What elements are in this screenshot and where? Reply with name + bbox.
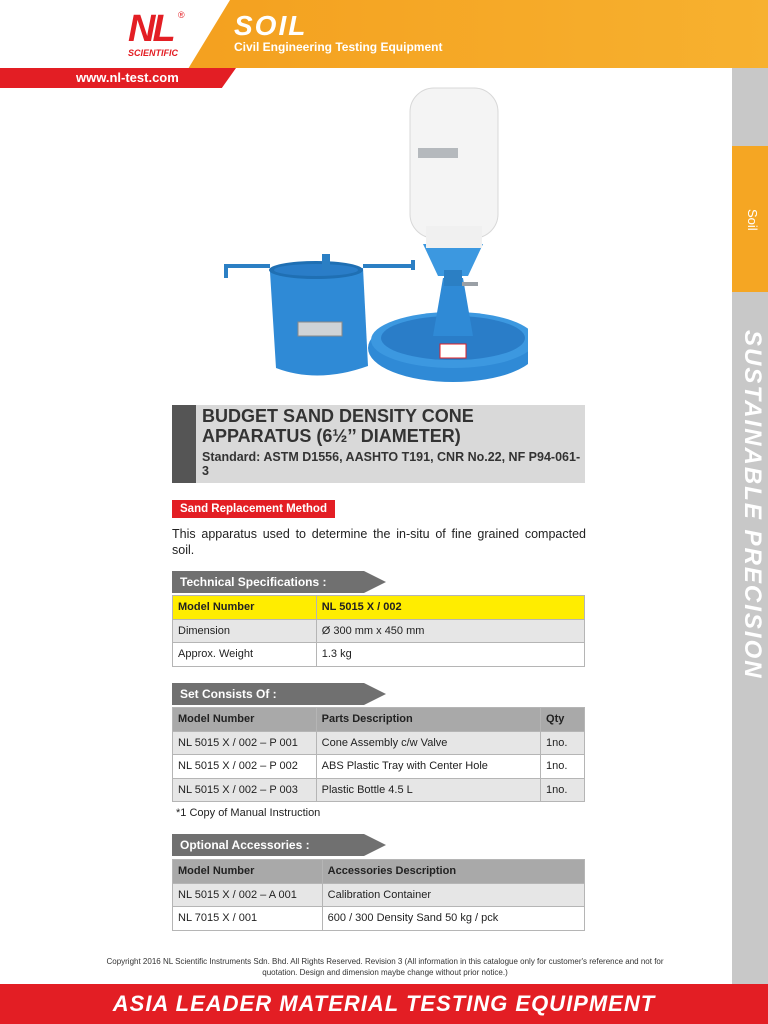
optional-accessories-heading: Optional Accessories : (172, 834, 364, 856)
model-number-cell: NL 5015 X / 002 – A 001 (173, 883, 323, 907)
product-image (218, 86, 528, 398)
model-number-cell: NL 5015 X / 002 – P 001 (173, 731, 317, 755)
method-label: Sand Replacement Method (172, 500, 335, 518)
model-number-cell: NL 5015 X / 002 – P 003 (173, 778, 317, 802)
tech-specs-table (172, 595, 585, 667)
cone-apparatus-illustration (368, 88, 528, 382)
column-header: Parts Description (316, 708, 540, 732)
model-number-cell: NL 7015 X / 001 (173, 907, 323, 931)
spec-label: Dimension (173, 619, 317, 643)
side-tab-label: Soil (745, 209, 760, 231)
spec-label: Model Number (173, 596, 317, 620)
logo-subtext: SCIENTIFIC (128, 48, 179, 58)
set-consists-heading: Set Consists Of : (172, 683, 364, 705)
table-row (173, 596, 585, 620)
column-header: Accessories Description (322, 860, 584, 884)
manual-note: *1 Copy of Manual Instruction (176, 807, 321, 819)
table-row (173, 731, 585, 755)
optional-accessories-table (172, 859, 585, 931)
spec-value: NL 5015 X / 002 (316, 596, 584, 620)
logo-registered-mark: ® (178, 10, 185, 20)
model-number-cell: NL 5015 X / 002 – P 002 (173, 755, 317, 779)
company-logo (122, 8, 200, 62)
description-cell: Plastic Bottle 4.5 L (316, 778, 540, 802)
table-row (173, 619, 585, 643)
column-header: Model Number (173, 708, 317, 732)
website-link[interactable]: www.nl-test.com (76, 70, 179, 85)
title-accent-bar (172, 405, 196, 483)
description-cell: 600 / 300 Density Sand 50 kg / pck (322, 907, 584, 931)
spec-value: 1.3 kg (316, 643, 584, 667)
table-row (173, 755, 585, 779)
logo-text: NL (128, 8, 173, 50)
qty-cell: 1no. (541, 755, 585, 779)
side-motto: SUSTAINABLE PRECISION (739, 330, 766, 680)
section-subtitle: Civil Engineering Testing Equipment (234, 40, 443, 54)
product-standard: Standard: ASTM D1556, AASHTO T191, CNR No.22, NF P94-061-3 (202, 450, 581, 478)
table-row (173, 643, 585, 667)
column-header: Model Number (173, 860, 323, 884)
spec-value: Ø 300 mm x 450 mm (316, 619, 584, 643)
product-title: BUDGET SAND DENSITY CONE APPARATUS (6½’’ DIAMETER) (202, 406, 474, 446)
section-title: SOIL (234, 10, 308, 41)
description-cell: Calibration Container (322, 883, 584, 907)
table-row (173, 883, 585, 907)
set-consists-table (172, 707, 585, 802)
product-description: This apparatus used to determine the in-situ of fine grained compacted soil. (172, 527, 586, 557)
spec-label: Approx. Weight (173, 643, 317, 667)
table-row (173, 907, 585, 931)
description-cell: Cone Assembly c/w Valve (316, 731, 540, 755)
qty-cell: 1no. (541, 731, 585, 755)
footer-tagline: ASIA LEADER MATERIAL TESTING EQUIPMENT (112, 991, 656, 1016)
tech-specs-heading: Technical Specifications : (172, 571, 364, 593)
table-header-row (173, 708, 585, 732)
qty-cell: 1no. (541, 778, 585, 802)
description-cell: ABS Plastic Tray with Center Hole (316, 755, 540, 779)
copyright-notice: Copyright 2016 NL Scientific Instruments Sdn. Bhd. All Rights Reserved. Revision 3 (All information in this catalogue only for customer's reference and not for quotation. Design and dimension maybe change without prior notice.) (106, 957, 664, 977)
table-row (173, 778, 585, 802)
column-header: Qty (541, 708, 585, 732)
table-header-row (173, 860, 585, 884)
